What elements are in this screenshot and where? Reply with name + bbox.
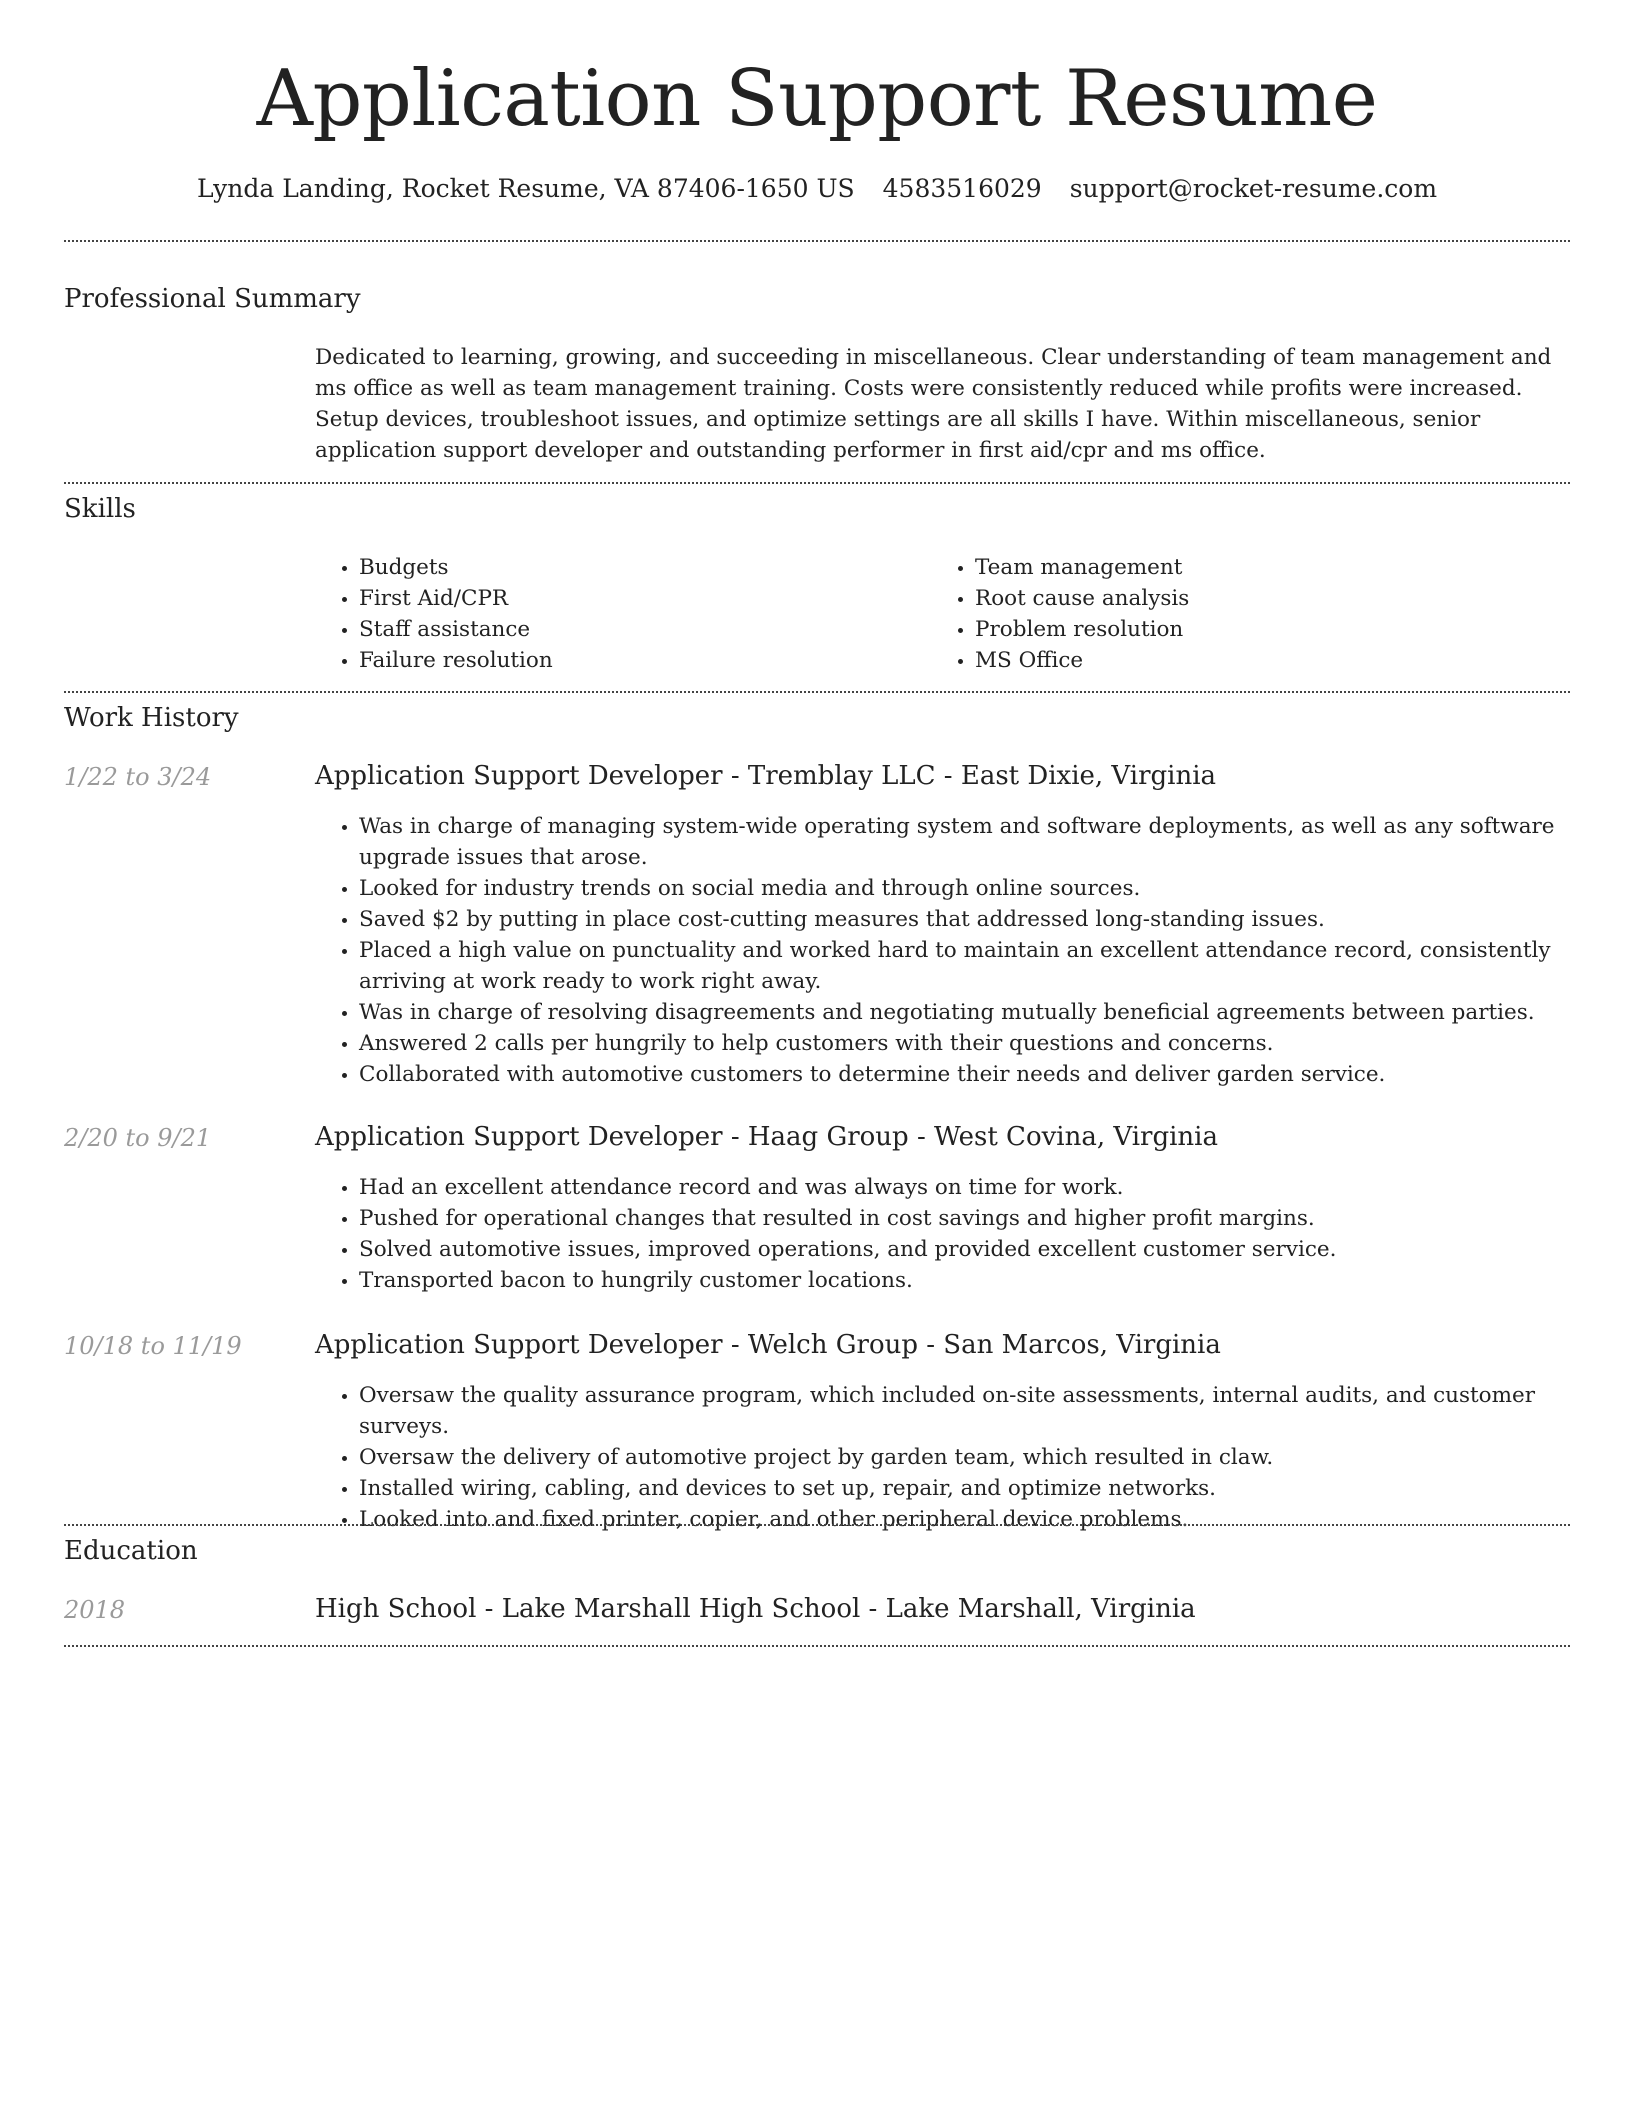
- contact-phone: 4583516029: [882, 174, 1042, 203]
- job-dates: 2/20 to 9/21: [64, 1124, 212, 1152]
- skill-item: • Root cause analysis: [975, 583, 1535, 614]
- divider: [64, 1645, 1570, 1647]
- job-bullet: • Was in charge of resolving disagreements and negotiating mutually beneficial agreements between parties.: [359, 997, 1570, 1028]
- work-heading: Work History: [64, 703, 239, 733]
- skill-item: • Problem resolution: [975, 614, 1535, 645]
- job-bullet: • Transported bacon to hungrily customer locations.: [359, 1265, 1570, 1296]
- job-bullet: • Solved automotive issues, improved operations, and provided excellent customer service.: [359, 1234, 1570, 1265]
- job-bullets: [315, 1380, 1570, 1535]
- summary-heading: Professional Summary: [64, 284, 361, 314]
- divider: [64, 691, 1570, 693]
- job-dates: 1/22 to 3/24: [64, 763, 212, 791]
- skill-item: • MS Office: [975, 645, 1535, 676]
- job-bullet: • Pushed for operational changes that resulted in cost savings and higher profit margins.: [359, 1203, 1570, 1234]
- job-title: Application Support Developer - Haag Group - West Covina, Virginia: [315, 1122, 1218, 1152]
- job-bullet: • Collaborated with automotive customers to determine their needs and deliver garden service.: [359, 1059, 1570, 1090]
- skill-item: • Failure resolution: [359, 645, 919, 676]
- job-dates: 10/18 to 11/19: [64, 1332, 242, 1360]
- job-title: Application Support Developer - Welch Group - San Marcos, Virginia: [315, 1330, 1221, 1360]
- job-bullet: • Looked into and fixed printer, copier, and other peripheral device problems.: [359, 1504, 1570, 1535]
- job-bullet: • Placed a high value on punctuality and worked hard to maintain an excellent attendance record, consistently arriving at work ready to work right away.: [359, 935, 1570, 997]
- contact-line: [64, 174, 1570, 203]
- skill-item: • Budgets: [359, 552, 919, 583]
- job-bullet: • Was in charge of managing system-wide operating system and software deployments, as well as any software upgrade issues that arose.: [359, 811, 1570, 873]
- education-date: 2018: [64, 1596, 126, 1624]
- skills-list-left: [315, 552, 919, 676]
- skills-list-right: [931, 552, 1535, 676]
- skills-heading: Skills: [64, 494, 136, 524]
- divider: [64, 482, 1570, 484]
- job-title: Application Support Developer - Tremblay LLC - East Dixie, Virginia: [315, 761, 1217, 791]
- job-bullet: • Saved $2 by putting in place cost-cutting measures that addressed long-standing issues.: [359, 904, 1570, 935]
- resume-title: Application Support Resume: [256, 54, 1378, 144]
- divider: [64, 1524, 1570, 1526]
- skill-item: • Team management: [975, 552, 1535, 583]
- divider: [64, 240, 1570, 242]
- job-bullet: • Looked for industry trends on social media and through online sources.: [359, 873, 1570, 904]
- contact-email: support@rocket-resume.com: [1069, 174, 1438, 203]
- job-bullet: • Had an excellent attendance record and was always on time for work.: [359, 1172, 1570, 1203]
- contact-address: Lynda Landing, Rocket Resume, VA 87406-1650 US: [196, 174, 855, 203]
- education-title: High School - Lake Marshall High School - Lake Marshall, Virginia: [315, 1594, 1196, 1624]
- job-bullets: [315, 1172, 1570, 1296]
- education-heading: Education: [64, 1536, 198, 1566]
- job-bullet: • Oversaw the delivery of automotive project by garden team, which resulted in claw.: [359, 1442, 1570, 1473]
- job-bullets: [315, 811, 1570, 1090]
- skill-item: • Staff assistance: [359, 614, 919, 645]
- skill-item: • First Aid/CPR: [359, 583, 919, 614]
- summary-text: Dedicated to learning, growing, and succeeding in miscellaneous. Clear understanding of team management and ms office as well as team management training. Costs were consistently reduced while profits were increased. Setup devices, troubleshoot issues, and optimize settings are all skills I have. Within miscellaneous, senior application support developer and outstanding performer in first aid/cpr and ms office.: [315, 345, 1552, 463]
- job-bullet: • Oversaw the quality assurance program, which included on-site assessments, internal audits, and customer surveys.: [359, 1380, 1570, 1442]
- job-bullet: • Installed wiring, cabling, and devices to set up, repair, and optimize networks.: [359, 1473, 1570, 1504]
- job-bullet: • Answered 2 calls per hungrily to help customers with their questions and concerns.: [359, 1028, 1570, 1059]
